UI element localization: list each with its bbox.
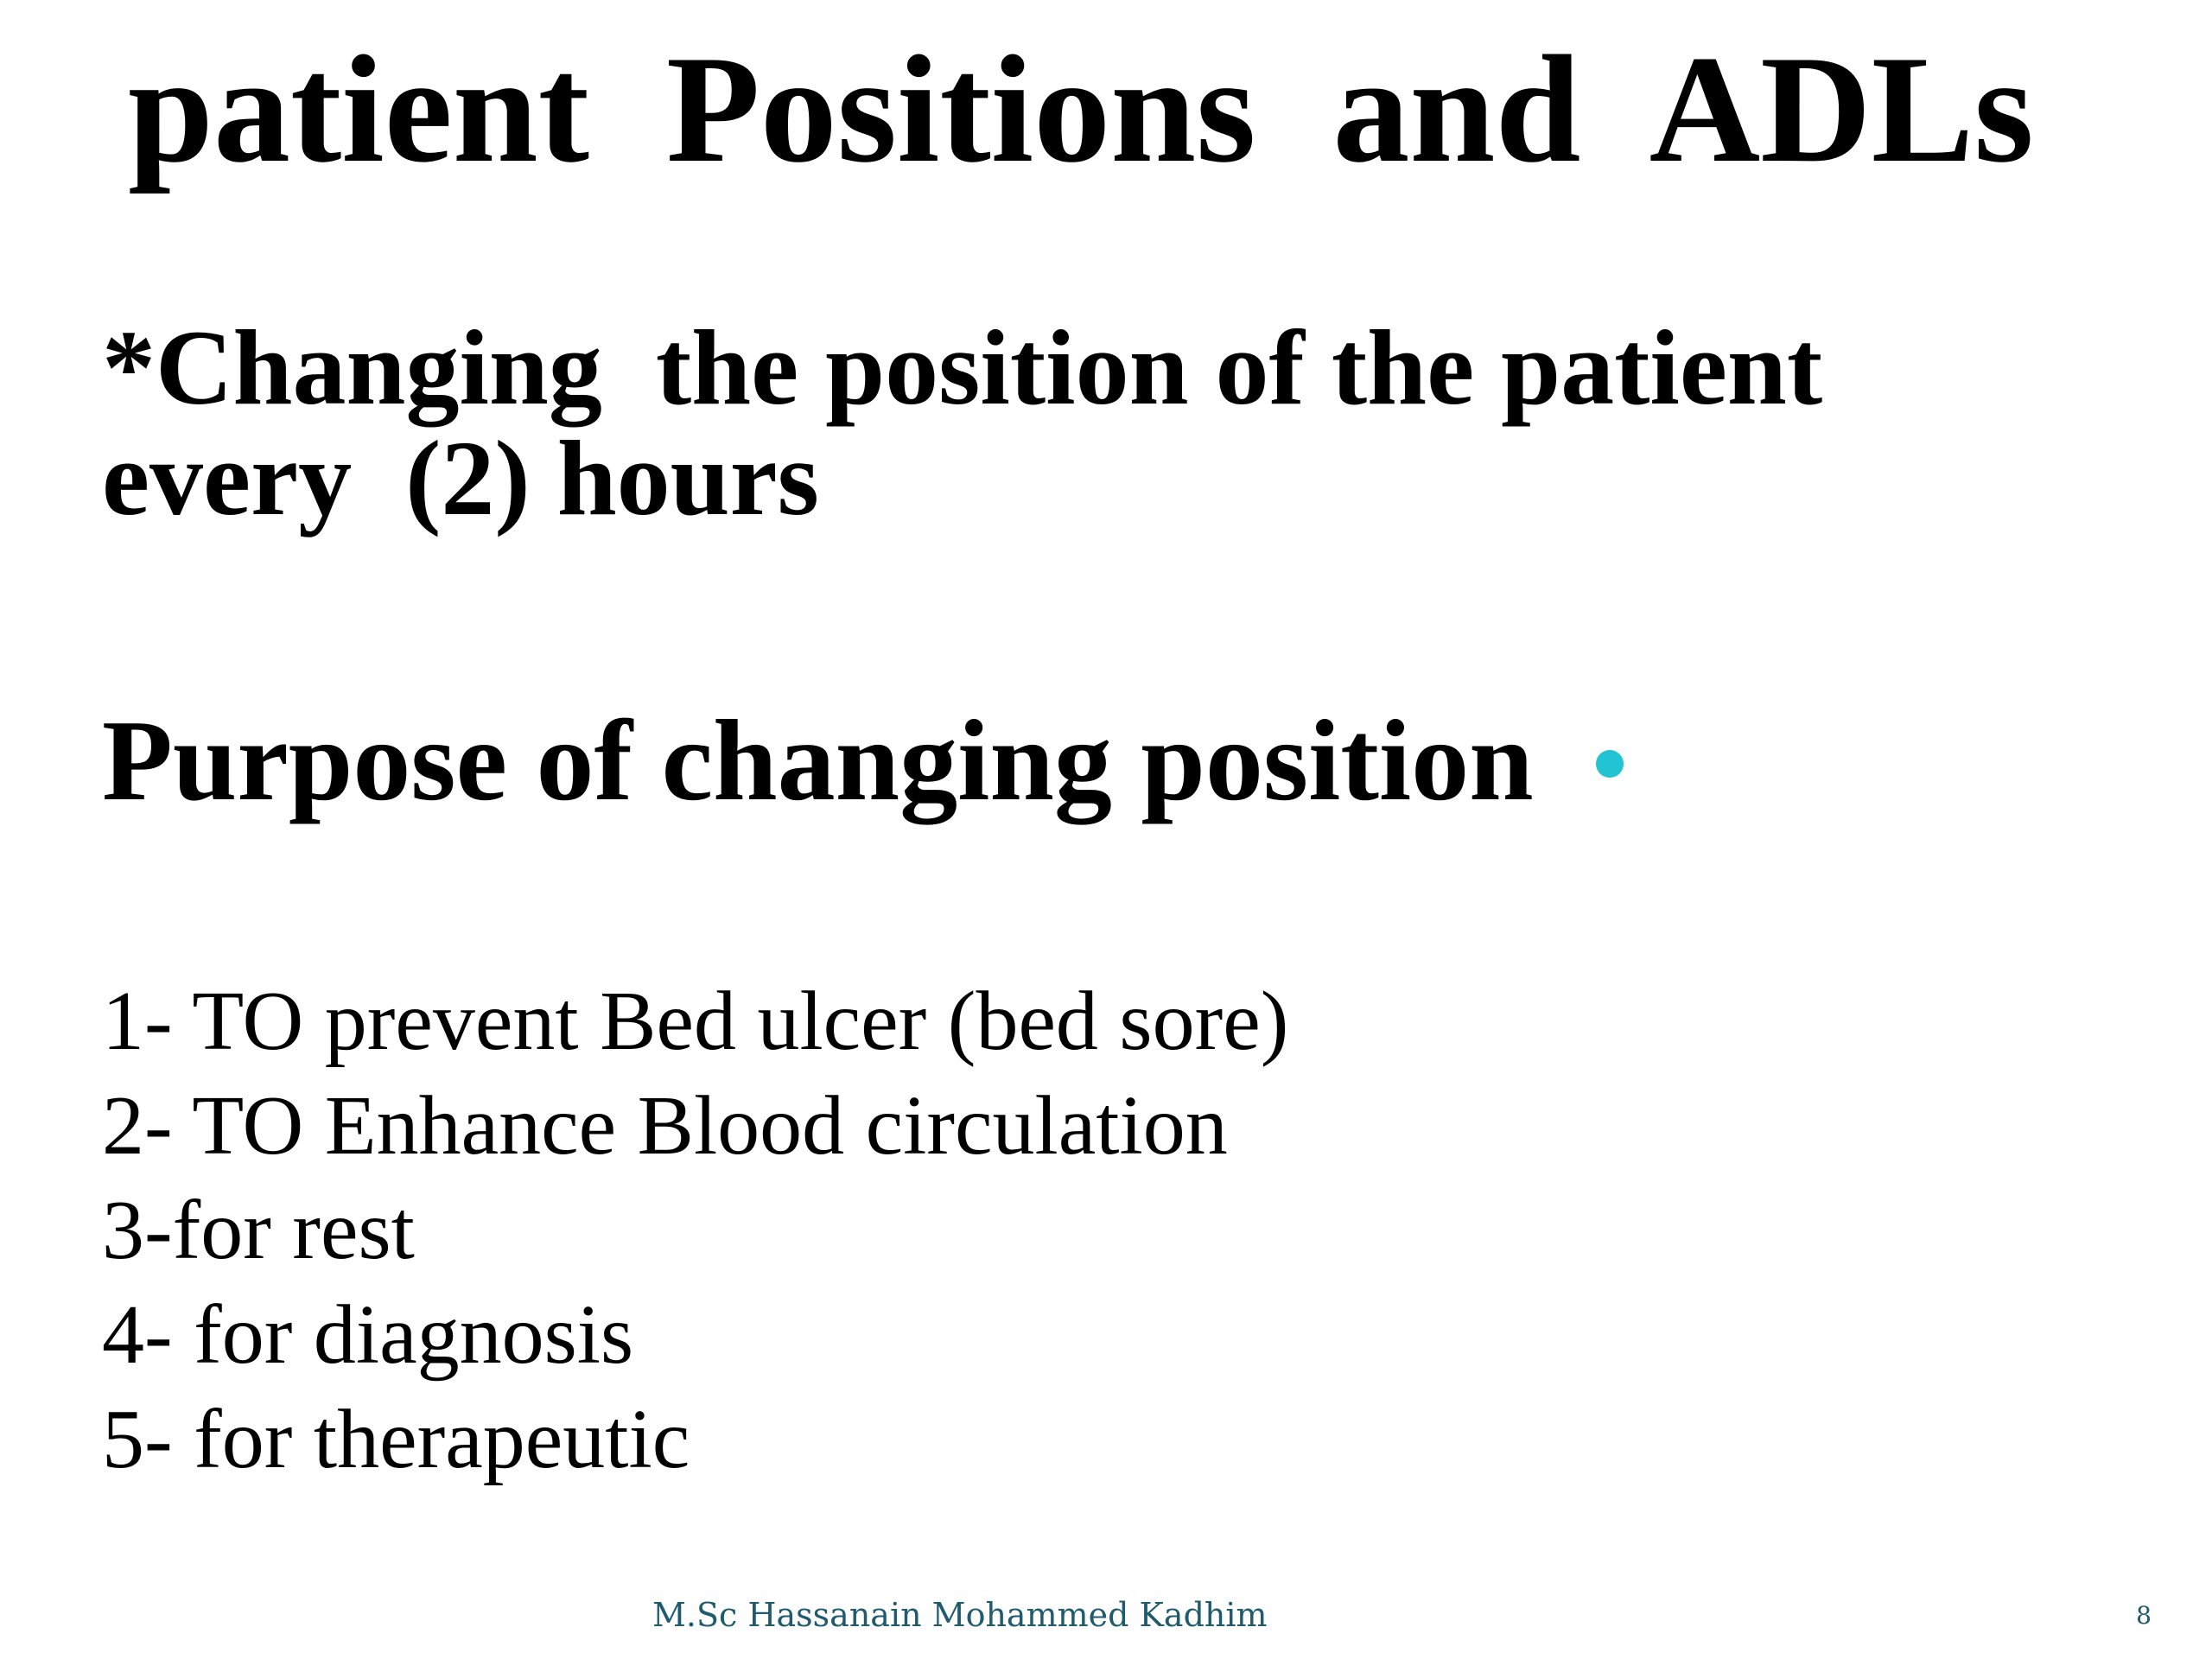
page-number: 8 [2136, 1601, 2152, 1630]
bullet-dot-icon [1596, 750, 1624, 778]
list-item: 1- TO prevent Bed ulcer (bed sore) [102, 975, 1289, 1068]
slide-title: patient Positions and ADLs [128, 23, 2034, 194]
purpose-list [102, 969, 1288, 1492]
purpose-heading: Purpose of changing position [102, 696, 1534, 824]
list-item: 3-for rest [102, 1184, 415, 1277]
list-item: 4- for diagnosis [102, 1288, 634, 1382]
purpose-heading-row [102, 691, 1624, 830]
list-item: 2- TO Enhance Blood circulation [102, 1079, 1228, 1173]
list-item: 5- for therapeutic [102, 1393, 690, 1486]
note-line: every (2) hours [102, 419, 819, 537]
footer-author: M.Sc Hassanain Mohammed Kadhim [652, 1596, 1268, 1634]
note-line: *Changing the position of the patient [102, 308, 1823, 427]
position-change-note [102, 308, 2089, 537]
